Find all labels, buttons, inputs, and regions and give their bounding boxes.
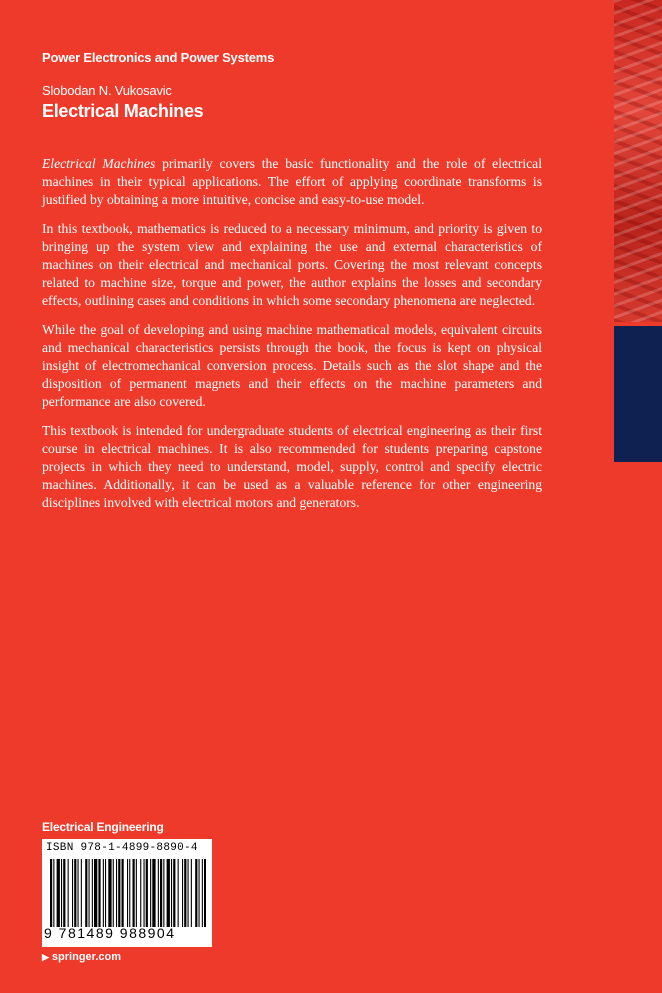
barcode-bar (89, 859, 90, 927)
barcode-bar (136, 859, 137, 927)
book-description (42, 155, 542, 523)
barcode-bar (167, 859, 170, 927)
publisher-link[interactable] (42, 951, 121, 963)
barcode-bar (144, 859, 145, 927)
barcode-bar (116, 859, 117, 927)
barcode-bar (146, 859, 148, 927)
barcode-bar (171, 859, 172, 927)
barcode-bar (78, 859, 79, 927)
barcode-bar (122, 859, 124, 927)
barcode-bar (103, 859, 104, 927)
barcode-bar (182, 859, 183, 927)
series-title: Power Electronics and Power Systems (42, 50, 275, 65)
barcode-bar (108, 859, 111, 927)
description-paragraph-4: This textbook is intended for undergraduate students of electrical engineering as their first course in electrical machines. It is also recommended for students preparing capstone projects in which they need to understand, model, supply, control and specify electric machines. Additionally, it can be used as a valuable reference for other engineering disciplines involved with electrical motors and generators. (42, 422, 542, 511)
navy-accent-block (614, 326, 662, 462)
author-name: Slobodan N. Vukosavic (42, 83, 172, 98)
barcode-bar (118, 859, 120, 927)
barcode-bar (195, 859, 197, 927)
barcode-bar (53, 859, 54, 927)
description-paragraph-1 (42, 155, 542, 210)
barcode-bar (50, 859, 52, 927)
barcode-bar (184, 859, 186, 927)
barcode-bar (140, 859, 141, 927)
barcode-bar (202, 859, 203, 927)
barcode-bar (72, 859, 73, 927)
barcode-bar (178, 859, 179, 927)
barcode-bar (61, 859, 62, 927)
barcode-bar (129, 859, 130, 927)
book-title: Electrical Machines (42, 101, 204, 121)
barcode-bar (92, 859, 93, 927)
barcode-bar (85, 859, 87, 927)
barcode-bar (81, 859, 82, 927)
publisher-link-text: springer.com (51, 951, 121, 963)
barcode-bar (150, 859, 151, 927)
isbn-barcode (42, 839, 212, 947)
description-paragraph-3: While the goal of developing and using machine mathematical models, equivalent circuits and mechanical characteristics persists through the book, the focus is kept on physical insight of electromechanical conversion process. Details such as the slot shape and the disposition of permanent magnets and their effects on the machine parameters and performance are also covered. (42, 321, 542, 410)
triangle-right-icon: ▶ (42, 952, 49, 962)
barcode-bar (173, 859, 175, 927)
barcode-bar (68, 859, 69, 927)
barcode-bar (57, 859, 60, 927)
barcode-bar (63, 859, 65, 927)
barcode-bar (98, 859, 100, 927)
title-emphasis: Electrical Machines (42, 156, 156, 171)
barcode-bar (105, 859, 106, 927)
barcode-bar (188, 859, 189, 927)
barcode-bar (191, 859, 192, 927)
cover-photo-strip (614, 0, 662, 322)
barcode-bar (163, 859, 164, 927)
barcode-bar (160, 859, 162, 927)
barcode-bar (158, 859, 159, 927)
isbn-label: ISBN 978-1-4899-8890-4 (46, 842, 198, 854)
barcode-bar (113, 859, 114, 927)
subject-category: Electrical Engineering (42, 820, 164, 834)
description-paragraph-2: In this textbook, mathematics is reduced to a necessary minimum, and priority is given to bringing up the system view and explaining the use and external characteristics of machines on their electrical and mechanical ports. Covering the most relevant concepts related to machine size, torque and power, the author explains the losses and secondary effects, outlining cases and conditions in which some secondary phenomena are neglected. (42, 220, 542, 309)
barcode-bars (50, 859, 206, 927)
barcode-bar (127, 859, 128, 927)
ean-digits: 9 781489 988904 (44, 925, 176, 941)
barcode-bar (94, 859, 97, 927)
description-text-1: primarily covers the basic functionality and the role of electrical machines in their typical applications. The effort of applying coordinate transforms is justified by obtaining a more intuitive, concise and easy-to-use model. (42, 156, 542, 208)
barcode-bar (152, 859, 155, 927)
spine-edge-strip (614, 0, 662, 993)
barcode-bar (199, 859, 200, 927)
barcode-bar (74, 859, 76, 927)
barcode-bar (133, 859, 135, 927)
barcode-bar (204, 859, 206, 927)
